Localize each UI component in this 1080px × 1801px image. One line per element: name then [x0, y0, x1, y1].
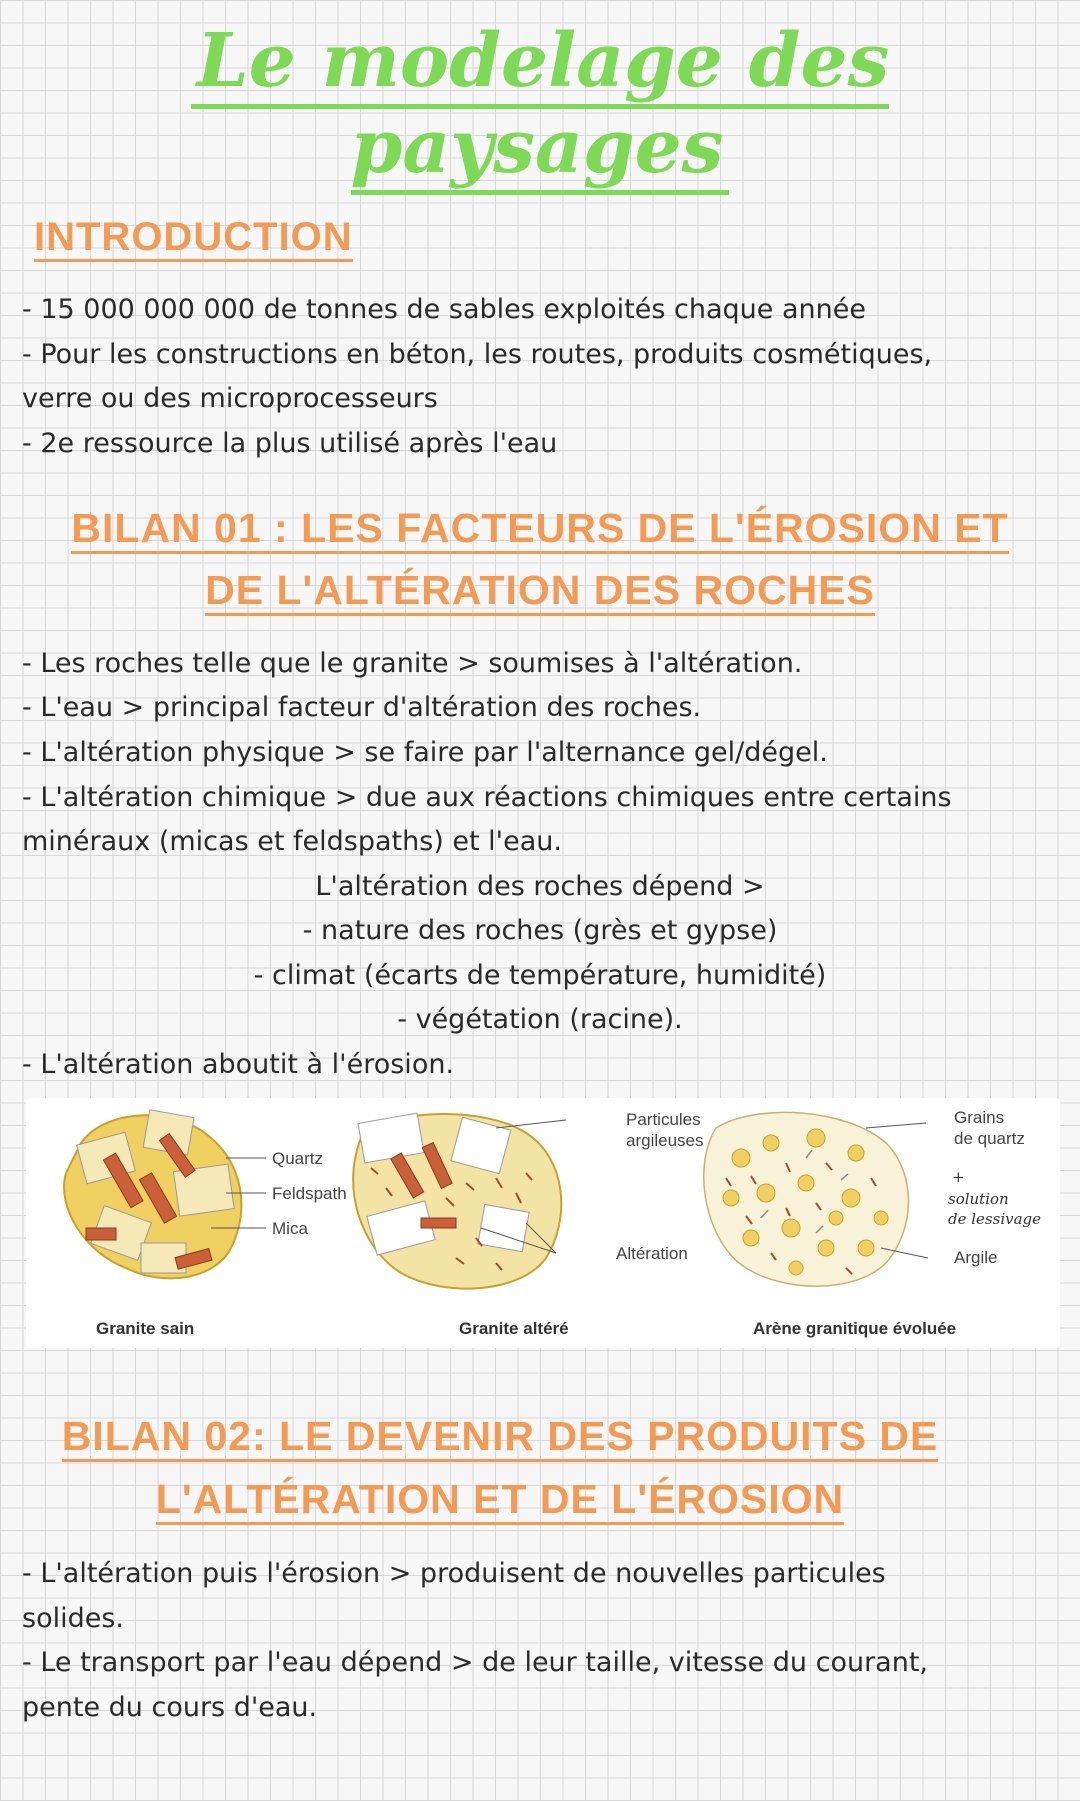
bilan-01-line-4: - L'altération chimique > due aux réactions chimiques entre certains — [22, 782, 952, 813]
granite-sain-caption: Granite sain — [96, 1319, 195, 1338]
mica-label: Mica — [272, 1219, 308, 1238]
arene-caption: Arène granitique évoluée — [753, 1319, 957, 1338]
granite-alteration-diagram — [26, 1098, 1060, 1348]
granite-altere-caption: Granite altéré — [459, 1319, 569, 1338]
arene-granitique-drawing — [704, 1112, 928, 1286]
bilan-01-line-2: - L'eau > principal facteur d'altération des roches. — [22, 692, 702, 723]
argileuses-label: argileuses — [626, 1131, 704, 1150]
feldspath-label: Feldspath — [272, 1184, 347, 1203]
bilan-01-heading-line-2: DE L'ALTÉRATION DES ROCHES — [0, 558, 1080, 622]
bilan-01-line-3: - L'altération physique > se faire par l'alternance gel/dégel. — [22, 737, 828, 768]
bilan-01-centered-3: - climat (écarts de température, humidité) — [253, 960, 827, 991]
bilan-01-last-line: - L'altération aboutit à l'érosion. — [22, 1049, 455, 1080]
granite-altere-drawing — [353, 1113, 566, 1289]
page-title: Le modelage des paysages — [0, 18, 1080, 190]
bilan-02-line-1: - L'altération puis l'érosion > produisent de nouvelles particules — [22, 1558, 886, 1589]
argile-label: Argile — [954, 1248, 998, 1267]
bilan-01-heading-line-1: BILAN 01 : LES FACTEURS DE L'ÉROSION ET — [0, 496, 1080, 560]
bilan-01-centered-4: - végétation (racine). — [397, 1004, 683, 1035]
intro-line-1: - 15 000 000 000 de tonnes de sables exploités chaque année — [22, 294, 866, 325]
bilan-02-line-3: - Le transport par l'eau dépend > de leur taille, vitesse du courant, — [22, 1647, 929, 1678]
bilan-02-line-4: pente du cours d'eau. — [22, 1692, 318, 1723]
de-quartz-label: de quartz — [954, 1129, 1025, 1148]
bilan-02-heading-line-1: BILAN 02: LE DEVENIR DES PRODUITS DE — [0, 1404, 1000, 1468]
bilan-01-centered-2: - nature des roches (grès et gypse) — [302, 915, 778, 946]
intro-line-2: - Pour les constructions en béton, les routes, produits cosmétiques, — [22, 339, 933, 370]
bilan-01-line-1: - Les roches telle que le granite > soumises à l'altération. — [22, 648, 803, 679]
grains-label: Grains — [954, 1108, 1005, 1127]
bilan-02-heading-line-2: L'ALTÉRATION ET DE L'ÉROSION — [0, 1467, 1000, 1531]
plus-label: + — [952, 1168, 965, 1186]
bilan-01-line-5: minéraux (micas et feldspaths) et l'eau. — [22, 826, 562, 857]
quartz-label: Quartz — [272, 1149, 324, 1168]
lessivage-label: de lessivage — [948, 1210, 1042, 1228]
intro-line-3: verre ou des microprocesseurs — [22, 383, 438, 414]
granite-alteration-figure — [26, 1098, 1060, 1348]
intro-line-4: - 2e ressource la plus utilisé après l'eau — [22, 428, 558, 459]
solution-label: solution — [948, 1190, 1009, 1208]
bilan-02-line-2: solides. — [22, 1603, 124, 1634]
particules-label: Particules — [626, 1110, 701, 1129]
alteration-label: Altération — [616, 1244, 688, 1263]
introduction-heading: INTRODUCTION — [34, 205, 353, 269]
granite-sain-drawing — [64, 1110, 266, 1279]
bilan-01-centered-1: L'altération des roches dépend > — [315, 871, 765, 902]
